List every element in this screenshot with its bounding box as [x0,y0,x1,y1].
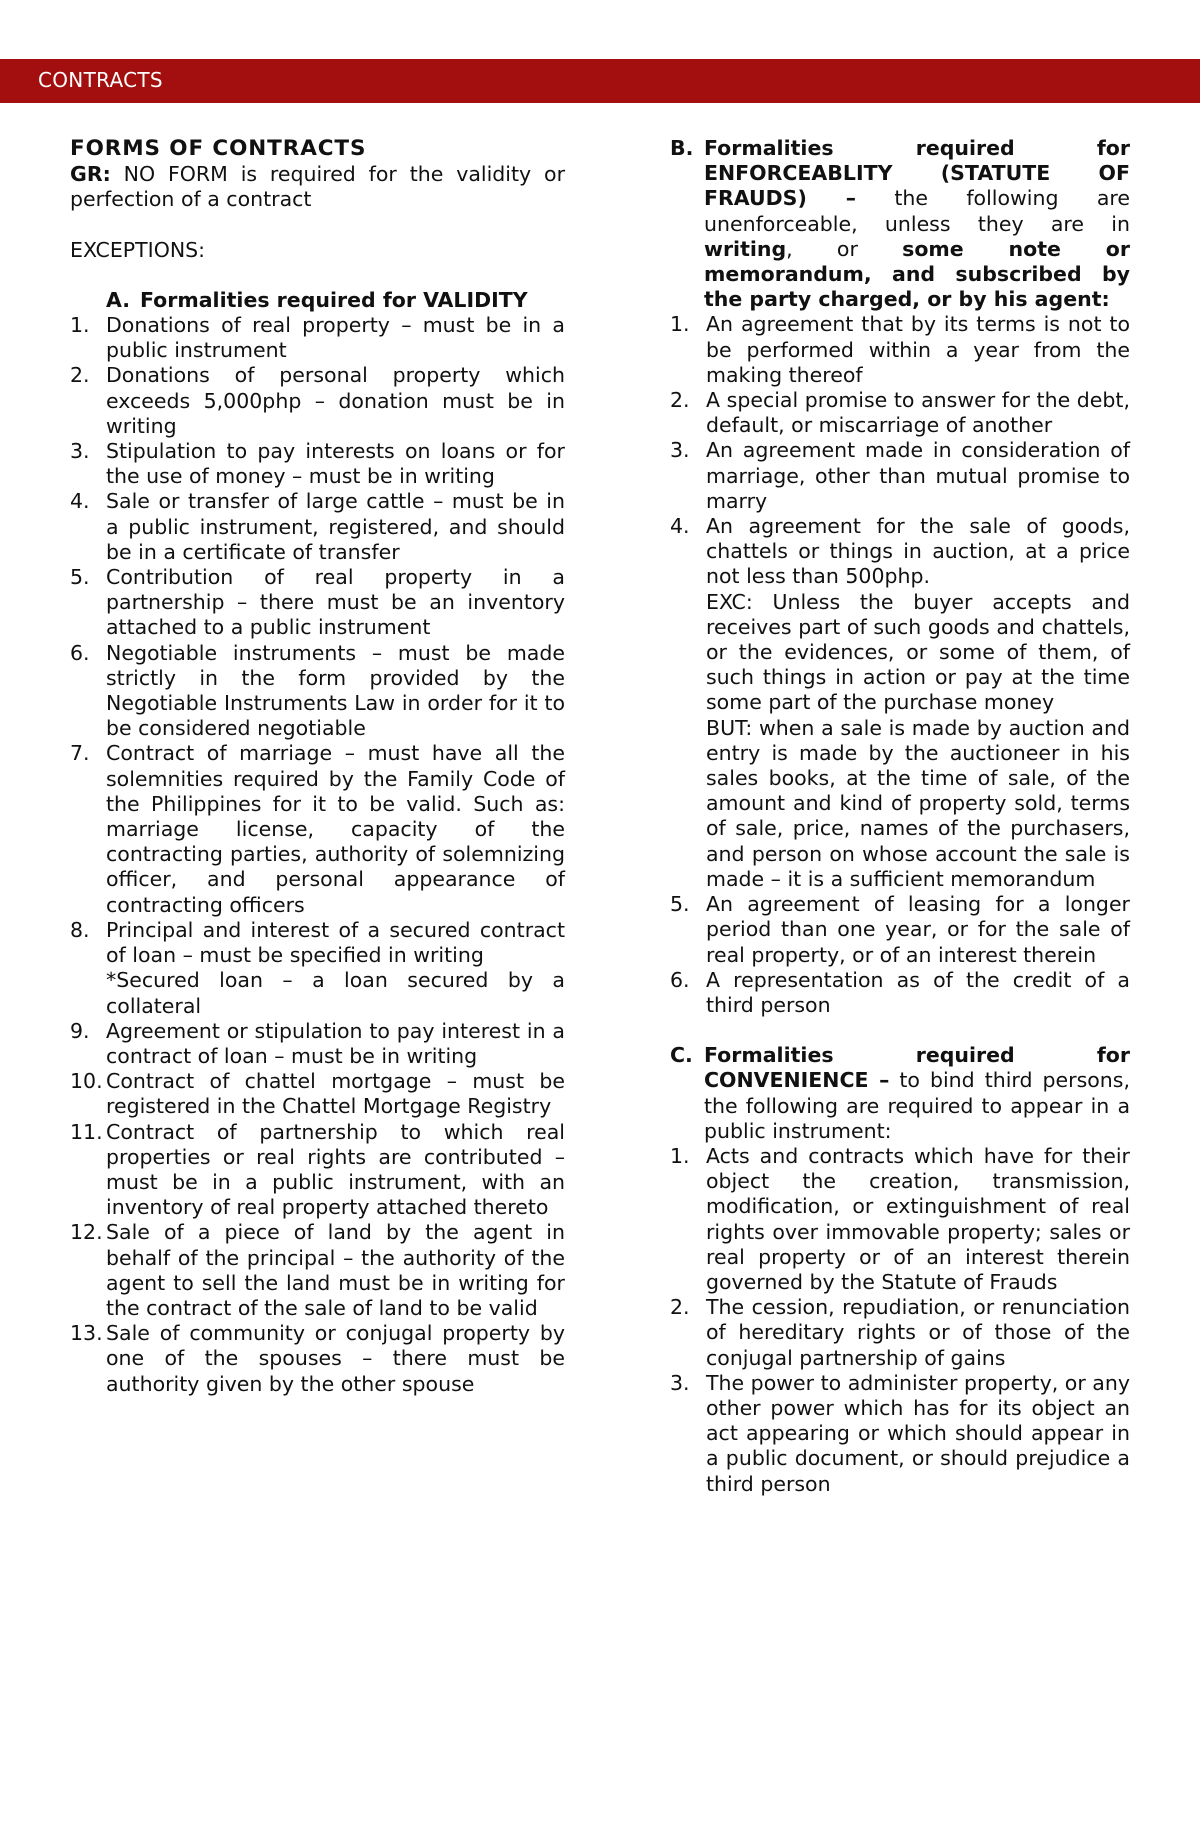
item-number: 3. [670,438,690,463]
convenience-list [670,1144,1130,1497]
item-text: Sale or transfer of large cattle – must be in a public instrument, registered, and should be in a certificate of transfer [106,489,565,564]
section-b-title-bold-3: some note or memorandum, and subscribed by the party charged, or by his agent: [704,236,1130,312]
list-item [70,918,565,1019]
item-text: Principal and interest of a secured contract of loan – must be specified in writing [106,917,565,968]
item-note: *Secured loan – a loan secured by a collateral [106,968,565,1018]
section-c-title [704,1043,1130,1144]
item-number: 1. [70,313,90,338]
section-c-heading [670,1043,1130,1144]
list-item [670,388,1130,438]
section-b-title [704,136,1130,312]
list-item [70,363,565,439]
item-number: 1. [670,1143,690,1168]
list-item [670,514,1130,892]
item-text: An agreement for the sale of goods, chattels or things in auction, at a price not less than 500php. [706,514,1130,589]
item-exception: EXC: Unless the buyer accepts and receives part of such goods and chattels, or the evidences, or some of them, of such things in action or pay at the time some part of the purchase money [706,589,1130,715]
section-c-title-text: to bind third persons, the following are required to appear in a public instrument: [704,1068,1130,1143]
item-number: 2. [670,1295,690,1320]
item-number: 5. [70,565,90,590]
list-item [70,1120,565,1221]
list-item [70,641,565,742]
item-number: 11. [70,1119,103,1144]
item-number: 12. [70,1220,103,1245]
list-item [70,1220,565,1321]
list-item [70,741,565,917]
list-item [670,968,1130,1018]
header-bar [0,59,1200,103]
list-item [670,312,1130,388]
list-item [70,1019,565,1069]
item-text: An agreement made in consideration of marriage, other than mutual promise to marry [706,438,1130,513]
list-item [70,1069,565,1119]
item-text: Contract of marriage – must have all the solemnities required by the Family Code of the Philippines for it to be valid. Such as: marriage license, capacity of the contracting parties, authority of solemnizing officer, and personal appearance of contracting officers [106,741,565,917]
item-number: 5. [670,892,690,917]
exceptions-label: EXCEPTIONS: [70,237,206,262]
gr-text: NO FORM is required for the validity or perfection of a contract [70,162,565,212]
item-text: Contract of chattel mortgage – must be registered in the Chattel Mortgage Registry [106,1069,565,1119]
list-item [670,892,1130,968]
item-number: 8. [70,917,90,942]
item-text: Negotiable instruments – must be made strictly in the form provided by the Negotiable Instruments Law in order for it to be considered negotiable [106,640,565,741]
list-item [70,313,565,363]
item-number: 2. [70,363,90,388]
item-text-group [106,918,565,1019]
list-item [670,1144,1130,1295]
item-text: The cession, repudiation, or renunciation of hereditary rights or of those of the conjugal partnership of gains [706,1295,1130,1370]
list-item [670,438,1130,514]
item-text: An agreement that by its terms is not to be performed within a year from the making thereof [706,312,1130,387]
right-column [670,136,1130,1497]
item-text: Acts and contracts which have for their object the creation, transmission, modification, or extinguishment of real rights over immovable property; sales or real property or of an interest therein governed by the Statute of Frauds [706,1143,1130,1294]
item-text-group [706,514,1130,892]
item-number: 4. [70,489,90,514]
item-number: 2. [670,388,690,413]
list-item [70,489,565,565]
general-rule [70,162,565,212]
enforceability-list [670,312,1130,1018]
item-but: BUT: when a sale is made by auction and entry is made by the auctioneer in his sales books, at the time of sale, of the amount and kind of property sold, terms of sale, price, names of the purchasers, and person on whose account the sale is made – it is a sufficient memorandum [706,715,1130,891]
section-a-title: Formalities required for VALIDITY [140,287,528,312]
item-number: 3. [70,439,90,464]
item-text: Stipulation to pay interests on loans or for the use of money – must be in writing [106,439,565,489]
item-number: 7. [70,741,90,766]
item-text: Contract of partnership to which real properties or real rights are contributed – must be in a public instrument, with an inventory of real property attached thereto [106,1119,565,1220]
header-title: CONTRACTS [38,68,163,92]
section-c-title-bold: Formalities required for CONVENIENCE – [704,1043,1130,1093]
item-text: Contribution of real property in a partnership – there must be an inventory attached to a public instrument [106,565,565,640]
item-number: 6. [670,967,690,992]
list-item [670,1295,1130,1371]
item-number: 6. [70,640,90,665]
gr-label: GR: [70,162,111,187]
document-title: FORMS OF CONTRACTS [70,136,367,161]
section-c-letter: C. [670,1043,693,1068]
item-text: An agreement of leasing for a longer period than one year, or for the sale of real property, or of an interest therein [706,892,1130,967]
left-column [70,136,565,1397]
item-text: Donations of real property – must be in a public instrument [106,313,565,363]
item-text: Agreement or stipulation to pay interest in a contract of loan – must be in writing [106,1018,565,1068]
list-item [70,1321,565,1397]
item-number: 4. [670,514,690,539]
item-text: The power to administer property, or any other power which has for its object an act appearing or which should appear in a public document, or should prejudice a third person [706,1370,1130,1496]
item-number: 1. [670,312,690,337]
list-item [670,1371,1130,1497]
section-b-title-bold-2: writing [704,236,787,261]
item-number: 13. [70,1321,103,1346]
section-b-letter: B. [670,136,694,160]
item-text: Sale of community or conjugal property by one of the spouses – there must be authority given by the other spouse [106,1321,565,1396]
item-text: Donations of personal property which exceeds 5,000php – donation must be in writing [106,363,565,438]
item-text: A representation as of the credit of a third person [706,967,1130,1017]
section-b-title-bold: Formalities required for ENFORCEABLITY (STATUTE OF FRAUDS) – [704,136,1130,211]
section-a-letter: A. [106,287,131,312]
item-number: 10. [70,1069,103,1094]
item-text: A special promise to answer for the debt, default, or miscarriage of another [706,388,1130,438]
list-item [70,565,565,641]
validity-list [70,313,565,1397]
section-b-heading [670,136,1130,312]
section-a-heading [106,288,565,313]
item-text: Sale of a piece of land by the agent in behalf of the principal – the authority of the agent to sell the land must be in writing for the contract of the sale of land to be valid [106,1220,565,1320]
list-item [70,439,565,489]
item-number: 3. [670,1370,690,1395]
section-b-title-text-2: , or [786,236,903,261]
section-b-title-text: the following are unenforceable, unless they are in [704,186,1130,236]
item-number: 9. [70,1018,90,1043]
